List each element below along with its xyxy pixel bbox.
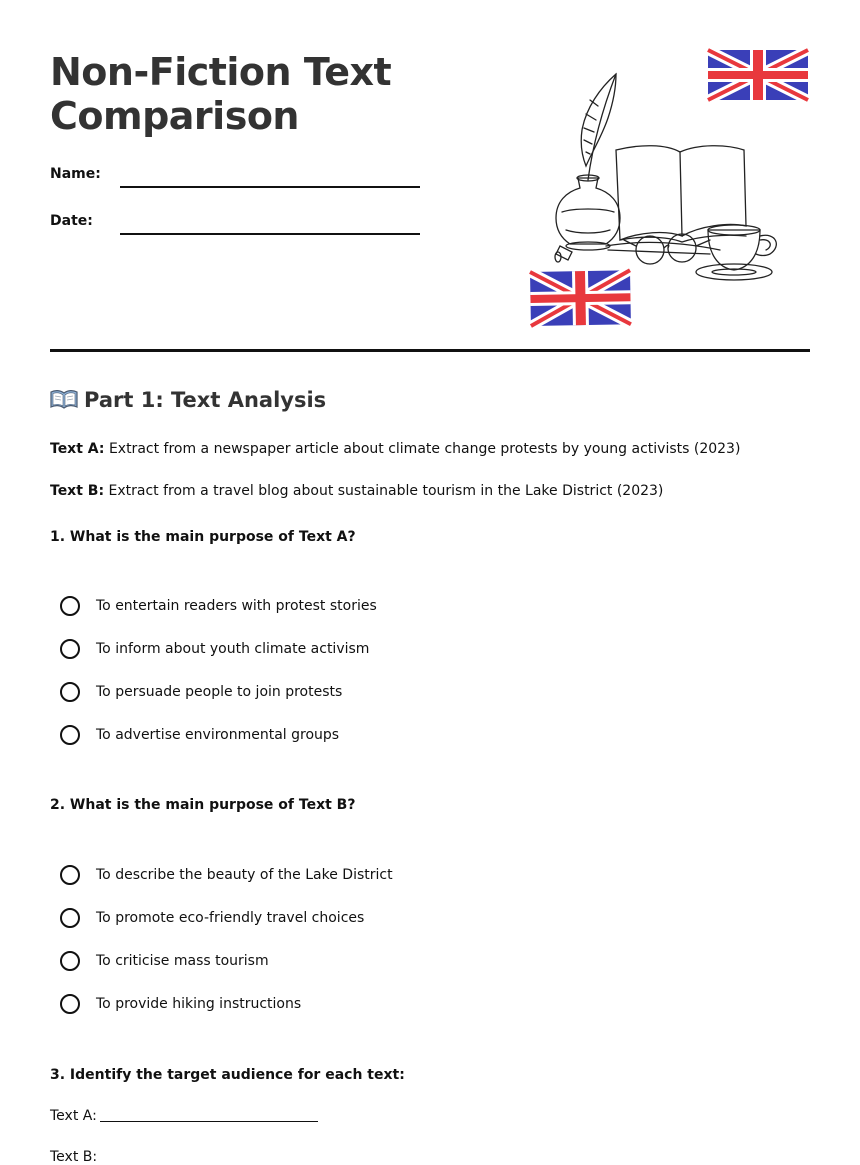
question-1-option-1[interactable] — [60, 593, 377, 619]
audience-answer-text-a — [50, 1107, 318, 1124]
name-input-line[interactable] — [120, 186, 420, 188]
union-jack-flag-icon — [708, 50, 808, 100]
radio-button[interactable] — [60, 951, 80, 971]
question-2-option-2[interactable] — [60, 905, 364, 931]
radio-button[interactable] — [60, 865, 80, 885]
question-2: 2. What is the main purpose of Text B? — [50, 797, 356, 813]
answer-input-line[interactable] — [100, 1107, 318, 1122]
radio-button[interactable] — [60, 639, 80, 659]
part1-heading — [50, 388, 326, 412]
option-label: To provide hiking instructions — [96, 996, 302, 1012]
answer-label: Text A: — [50, 1108, 97, 1124]
option-label: To describe the beauty of the Lake District — [96, 867, 393, 883]
text-b-description — [50, 483, 663, 499]
radio-button[interactable] — [60, 596, 80, 616]
option-label: To promote eco-friendly travel choices — [96, 910, 365, 926]
option-label: To persuade people to join protests — [96, 684, 343, 700]
date-input-line[interactable] — [120, 233, 420, 235]
option-label: To advertise environmental groups — [96, 727, 340, 743]
answer-label: Text B: — [50, 1149, 98, 1165]
quill-ink-book-tea-illustration — [520, 40, 820, 340]
open-book-icon — [50, 389, 78, 409]
question-1-option-4[interactable] — [60, 722, 339, 748]
question-1-option-2[interactable] — [60, 636, 369, 662]
text-a-label: Text A: — [50, 441, 105, 457]
name-label: Name: — [50, 166, 101, 182]
text-a-description — [50, 441, 740, 457]
question-2-option-3[interactable] — [60, 948, 269, 974]
question-2-option-4[interactable] — [60, 991, 301, 1017]
option-label: To entertain readers with protest stories — [96, 598, 377, 614]
radio-button[interactable] — [60, 725, 80, 745]
section-divider — [50, 349, 810, 352]
page-title: Non-Fiction Text Comparison — [50, 50, 392, 138]
radio-button[interactable] — [60, 908, 80, 928]
part1-heading-text: Part 1: Text Analysis — [84, 388, 327, 412]
option-label: To inform about youth climate activism — [96, 641, 370, 657]
date-field — [50, 213, 430, 237]
question-1: 1. What is the main purpose of Text A? — [50, 529, 356, 545]
question-2-option-1[interactable] — [60, 862, 393, 888]
text-b-desc: Extract from a travel blog about sustainable tourism in the Lake District (2023) — [108, 483, 664, 499]
date-label: Date: — [50, 213, 93, 229]
question-1-option-3[interactable] — [60, 679, 342, 705]
radio-button[interactable] — [60, 682, 80, 702]
name-field — [50, 166, 430, 190]
audience-answer-text-b — [50, 1149, 97, 1165]
text-a-desc: Extract from a newspaper article about climate change protests by young activists (2023) — [108, 441, 741, 457]
question-3: 3. Identify the target audience for each text: — [50, 1067, 405, 1083]
text-b-label: Text B: — [50, 483, 105, 499]
radio-button[interactable] — [60, 994, 80, 1014]
union-jack-flag-icon — [530, 270, 631, 326]
option-label: To criticise mass tourism — [96, 953, 269, 969]
